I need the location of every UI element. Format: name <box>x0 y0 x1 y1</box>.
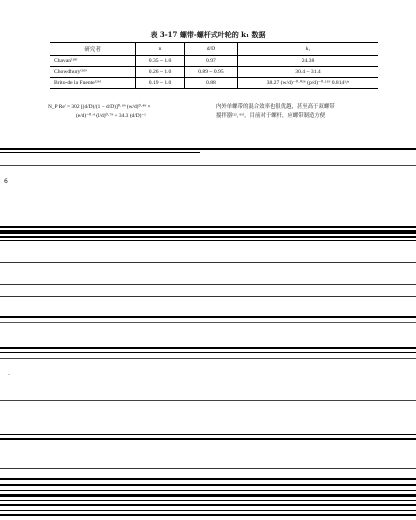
scan-artifact-bar <box>0 347 416 349</box>
header-researcher: 研究者 <box>84 47 101 53</box>
cell-k1: 38.27 (w/d)⁻⁰·⁰²⁶ (p/d)⁻⁰·¹¹⁹ 0.814¹/ⁿ <box>237 78 378 89</box>
scan-artifact-bar <box>0 494 416 497</box>
scan-artifact-bar <box>0 434 416 435</box>
scan-artifact-bar <box>0 484 416 486</box>
scan-artifact-bar <box>0 352 416 353</box>
k1-data-table <box>50 42 378 89</box>
header-n: n <box>136 43 185 56</box>
stray-mark: 6 <box>4 178 8 185</box>
scan-artifact-bar <box>0 226 416 228</box>
equation-line-2: (e/d)⁻⁰·⁴ (l/d)⁰·⁷⁹ + 34.3 (d/D)⁻¹ <box>76 113 146 119</box>
scan-artifact-bar <box>0 504 416 506</box>
scan-artifact-bar <box>0 284 416 285</box>
scan-artifact-bar <box>0 400 416 401</box>
header-k1: k₁ <box>237 43 378 56</box>
scan-artifact-bar <box>0 490 416 491</box>
cell-n: 0.26 ~ 1.0 <box>136 67 185 78</box>
table-row <box>50 78 378 89</box>
header-d-over-D: d/D <box>184 43 237 56</box>
cell-n: 0.19 ~ 1.0 <box>136 78 185 89</box>
scan-artifact-bar <box>0 316 416 318</box>
scan-artifact-bar <box>0 148 416 150</box>
scan-artifact-bar <box>0 236 416 238</box>
table-row <box>50 67 378 78</box>
stray-mark: · <box>8 372 10 379</box>
scan-artifact-bar <box>0 468 416 469</box>
cell-d-over-D: 0.97 <box>184 56 237 67</box>
body-paragraph <box>216 103 376 121</box>
table-title: 表 3-17 螺带-螺杆式叶轮的 k₁ 数据 <box>150 30 266 39</box>
cell-k1: 24.38 <box>237 56 378 67</box>
scan-artifact-bar <box>0 510 416 511</box>
scan-artifact-bar <box>0 230 416 234</box>
cell-n: 0.35 ~ 1.0 <box>136 56 185 67</box>
scan-artifact-bar <box>0 514 416 516</box>
equation-line-1: N_P Re' = 302 [(d/D)/(1 − d/D)]⁰·⁶⁹ (w/d)⁰·⁴⁹ × <box>48 104 151 110</box>
scan-artifact-bar <box>0 438 416 440</box>
scan-artifact-bar <box>0 500 416 501</box>
scan-artifact-bar <box>0 322 416 323</box>
scan-artifact-bar <box>0 240 416 241</box>
paragraph-line-1: 内外单螺带的混合效率也很优越，甚至高于双螺带 <box>216 104 335 110</box>
cell-researcher: Chavan⁽¹⁸⁾ <box>54 58 78 64</box>
cell-d-over-D: 0.88 <box>184 78 237 89</box>
scan-artifact-bar <box>0 358 416 359</box>
cell-researcher: Chowdhury⁽³⁹⁾ <box>54 69 87 75</box>
table-row <box>50 56 378 67</box>
table-header-row <box>50 43 378 56</box>
cell-researcher: Brito-de la Fuente⁽²⁶⁾ <box>54 80 102 86</box>
scan-artifact-bar <box>0 165 416 166</box>
cell-k1: 30.4 ~ 31.4 <box>237 67 378 78</box>
scan-artifact-bar <box>0 478 416 480</box>
scan-artifact-bar <box>0 296 416 297</box>
cell-d-over-D: 0.89 ~ 0.95 <box>184 67 237 78</box>
power-equation <box>48 103 208 121</box>
scan-artifact-bar <box>0 262 416 263</box>
paragraph-line-2: 搅拌器⁽²², ⁹¹⁾。目前对于螺杆，应螺带制造方便 <box>216 113 326 119</box>
scan-artifact-bar <box>0 152 200 153</box>
